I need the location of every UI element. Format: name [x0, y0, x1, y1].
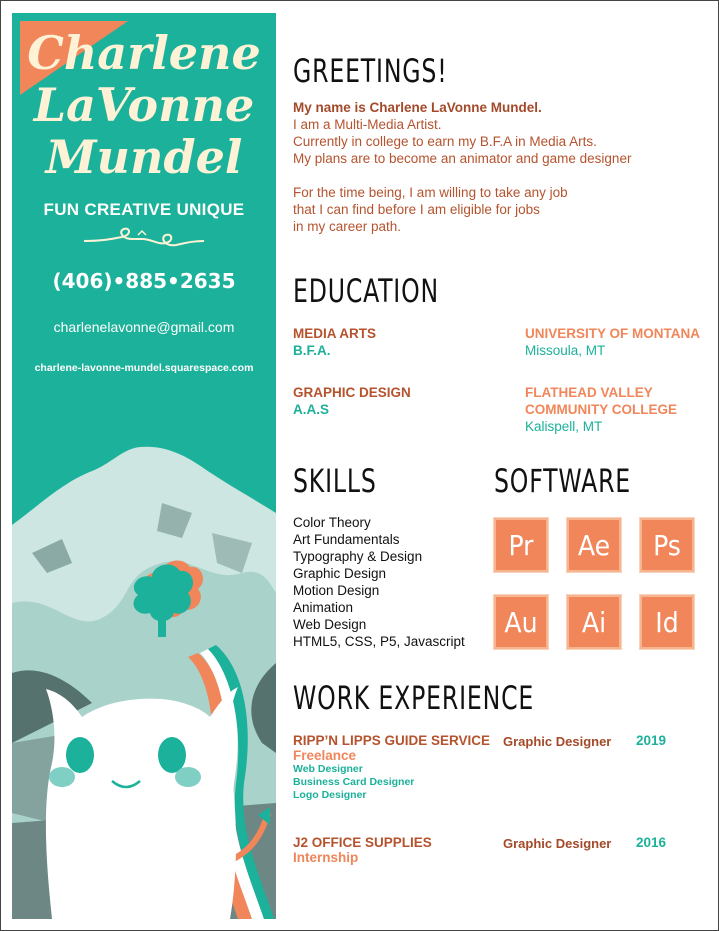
greetings-heading: GREETINGS!: [293, 52, 448, 90]
skill-item: Art Fundamentals: [293, 532, 400, 547]
job-company: RIPP’N LIPPS GUIDE SERVICE: [293, 733, 491, 748]
job-entry: [293, 733, 490, 802]
skill-item: HTML5, CSS, P5, Javascript: [293, 634, 465, 649]
greetings-line: I am a Multi-Media Artist.: [293, 117, 442, 132]
school-name: FLATHEAD VALLEY: [525, 385, 653, 400]
education-degree-item: [293, 325, 376, 359]
sidebar: [12, 13, 276, 919]
name-line-last: Mundel: [45, 130, 243, 184]
greetings-line: Currently in college to earn my B.F.A in Media Arts.: [293, 134, 597, 149]
education-degree-item: [293, 384, 411, 418]
name-line-first: Charlene: [27, 26, 261, 80]
tagline: FUN CREATIVE UNIQUE: [43, 200, 245, 219]
name-heading: [12, 27, 276, 183]
school-name: UNIVERSITY OF MONTANA: [525, 326, 701, 341]
skill-item: Color Theory: [293, 515, 371, 530]
skill-item: Web Design: [293, 617, 367, 632]
flourish-ornament-icon: [82, 225, 206, 253]
education-school-item: [525, 384, 677, 435]
education-heading: EDUCATION: [293, 272, 439, 310]
audition-icon: Au: [494, 595, 548, 649]
school-location: Missoula, MT: [525, 343, 606, 358]
school-location: Kalispell, MT: [525, 419, 603, 434]
greetings-line: that I can find before I am eligible for jobs: [293, 202, 540, 217]
school-name: COMMUNITY COLLEGE: [525, 402, 678, 417]
photoshop-icon: Ps: [640, 518, 694, 572]
indesign-icon: Id: [640, 595, 694, 649]
skills-heading: SKILLS: [293, 462, 377, 500]
greetings-line: in my career path.: [293, 219, 402, 234]
job-company: J2 OFFICE SUPPLIES: [293, 835, 432, 850]
greetings-line: For the time being, I am willing to take any job: [293, 185, 568, 200]
skill-item: Graphic Design: [293, 566, 387, 581]
job-type: Internship: [293, 850, 359, 865]
email-address[interactable]: charlenelavonne@gmail.com: [53, 319, 235, 335]
phone-number[interactable]: (406)•885•2635: [52, 269, 236, 293]
degree-type: A.A.S: [293, 402, 330, 417]
skill-item: Motion Design: [293, 583, 380, 598]
job-year: 2019: [636, 733, 667, 748]
mountain-illustration: [12, 443, 276, 919]
skill-item: Typography & Design: [293, 549, 423, 564]
website-url[interactable]: charlene-lavonne-mundel.squarespace.com: [34, 362, 254, 374]
skills-list: [293, 514, 465, 650]
name-line-middle: LaVonne: [33, 78, 255, 132]
job-title: Graphic Designer: [503, 836, 612, 851]
degree-type: B.F.A.: [293, 343, 331, 358]
degree-field: MEDIA ARTS: [293, 326, 376, 341]
software-heading: SOFTWARE: [494, 462, 632, 500]
skill-item: Animation: [293, 600, 354, 615]
job-role: Logo Designer: [293, 789, 367, 801]
work-experience-heading: WORK EXPERIENCE: [293, 679, 535, 717]
job-role: Web Designer: [293, 763, 363, 775]
after-effects-icon: Ae: [567, 518, 621, 572]
premiere-pro-icon: Pr: [494, 518, 548, 572]
greetings-lead: My name is Charlene LaVonne Mundel.: [293, 100, 542, 115]
education-school-item: [525, 325, 700, 359]
job-year: 2016: [636, 835, 667, 850]
illustrator-icon: Ai: [567, 595, 621, 649]
job-role: Business Card Designer: [293, 776, 415, 788]
job-type: Freelance: [293, 748, 357, 763]
greetings-body: [293, 99, 713, 235]
job-entry: [293, 835, 432, 865]
greetings-line: My plans are to become an animator and game designer: [293, 151, 632, 166]
job-title: Graphic Designer: [503, 734, 612, 749]
degree-field: GRAPHIC DESIGN: [293, 385, 411, 400]
